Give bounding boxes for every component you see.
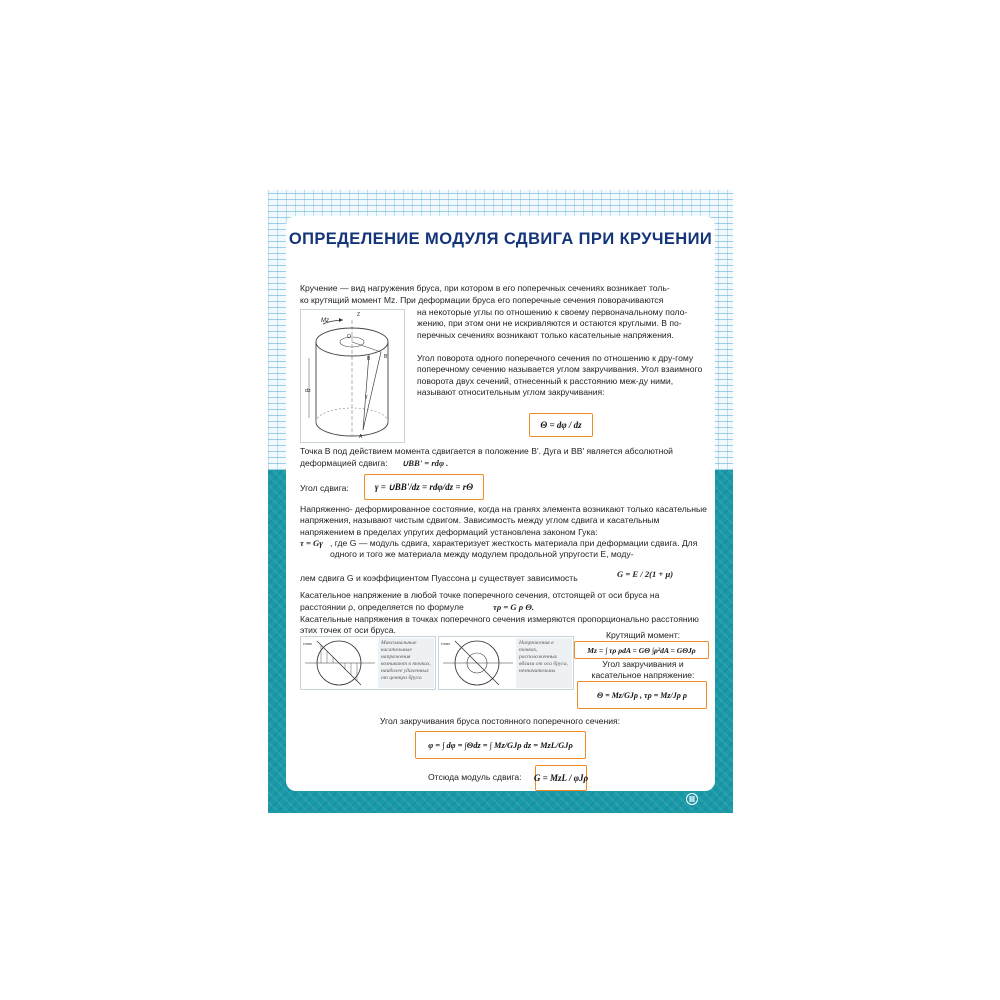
publisher-logo-icon [686, 793, 698, 805]
formula-arc: ∪BB' = rdφ . [402, 458, 449, 468]
stress-distribution-right-icon [439, 637, 519, 689]
cylinder-torsion-figure [300, 309, 405, 443]
point-b-text-1: Точка B под действием момента сдвигается в положение B'. Дуга и BB' является абсолютной [300, 446, 673, 456]
g-final-label: Отсюда модуль сдвига: [428, 772, 522, 782]
stress-diagram-left [300, 636, 436, 690]
svg-text:γ: γ [365, 394, 368, 400]
content-panel [286, 216, 715, 791]
formula-theta-tau: Θ = Mz/GJρ , τρ = Mz/Jρ ρ [577, 681, 707, 709]
svg-text:Mz: Mz [321, 318, 329, 324]
svg-text:τmax: τmax [441, 641, 451, 646]
svg-text:Z: Z [357, 312, 361, 318]
formula-theta: Θ = dφ / dz [529, 413, 593, 437]
point-b-text-2: деформацией сдвига: [300, 458, 388, 468]
svg-text:τmax: τmax [303, 641, 313, 646]
svg-text:O: O [347, 334, 351, 340]
formula-gamma: γ = ∪BB'/dz = rdφ/dz = rΘ [364, 474, 484, 500]
formula-g-final: G = MzL / φJρ [535, 765, 587, 791]
intro-line-1: Кручение — вид нагружения бруса, при котором в его поперечных сечениях возникает толь- [300, 283, 670, 293]
svg-text:A: A [359, 434, 363, 440]
intro-para-1-rest: на некоторые углы по отношению к своему первоначальному поло-жению, при этом они не искривляются и остаются круглыми. В по-перечных сечениях возникают только касательные напряжения. [417, 307, 688, 340]
svg-text:B: B [367, 356, 371, 362]
formula-g-e: G = E / 2(1 + μ) [617, 569, 674, 579]
caption-left: Максимальные касательные напряжения возникают в точках, наиболее удаленных от центра бруса [378, 638, 434, 688]
theta-tau-label: Угол закручивания и касательное напряжение: [591, 659, 695, 681]
hooke-rest-text: , где G — модуль сдвига, характеризует жесткость материала при деформации сдвига. Для одного и того же материала между модулем продольной упругости E, моду- [330, 538, 698, 560]
stress-diagram-right [438, 636, 574, 690]
formula-phi: φ = ∫ dφ = ∫Θdz = ∫ Mz/GJρ dz = MzL/GJρ [415, 731, 586, 759]
poster-title: ОПРЕДЕЛЕНИЕ МОДУЛЯ СДВИГА ПРИ КРУЧЕНИИ [288, 230, 713, 248]
caption-right: Напряжения в точках, расположенных вблизи от оси бруса, незначительны [516, 638, 572, 688]
shear-angle-label: Угол сдвига: [300, 483, 349, 493]
formula-hooke: τ = Gγ [300, 538, 323, 548]
intro-para-2: Угол поворота одного поперечного сечения по отношению к дру-гому поперечному сечению называется углом закручивания. Угол взаимного поворота двух сечений, отнесенный к расстоянию меж-ду ними, называют относительным углом закручивания: [417, 353, 703, 398]
poisson-text: лем сдвига G и коэффициентом Пуассона μ существует зависимость [300, 573, 578, 583]
intro-line-2: ко крутящий момент Mz. При деформации бруса его поперечные сечения поворачиваются [300, 295, 664, 305]
formula-tau-rho: τρ = G ρ Θ. [493, 602, 535, 612]
tau-text-2: расстоянии ρ, определяется по формуле [300, 602, 464, 612]
svg-text:dz: dz [305, 388, 311, 394]
formula-torque: Mz = ∫ τρ ρdA = GΘ ∫ρ²dA = GΘJρ [574, 641, 709, 659]
phi-label: Угол закручивания бруса постоянного поперечного сечения: [379, 716, 621, 726]
torque-label: Крутящий момент: [605, 630, 681, 640]
tau-text-3: Касательные напряжения в точках поперечного сечения измеряются пропорционально расстоянию этих точек от оси бруса. [300, 614, 699, 636]
cylinder-diagram [301, 310, 404, 442]
poster [268, 190, 733, 813]
stress-distribution-left-icon [301, 637, 381, 689]
pure-shear-text: Напряженно- деформированное состояние, когда на гранях элемента возникают только касательные напряжения, называют чистым сдвигом. Зависимость между углом сдвига и касательным напряжением в пределах упругих деформаций установлена законом Гука: [300, 504, 707, 537]
svg-text:B': B' [384, 354, 389, 360]
tau-text-1: Касательное напряжение в любой точке поперечного сечения, отстоящей от оси бруса на [300, 590, 660, 600]
